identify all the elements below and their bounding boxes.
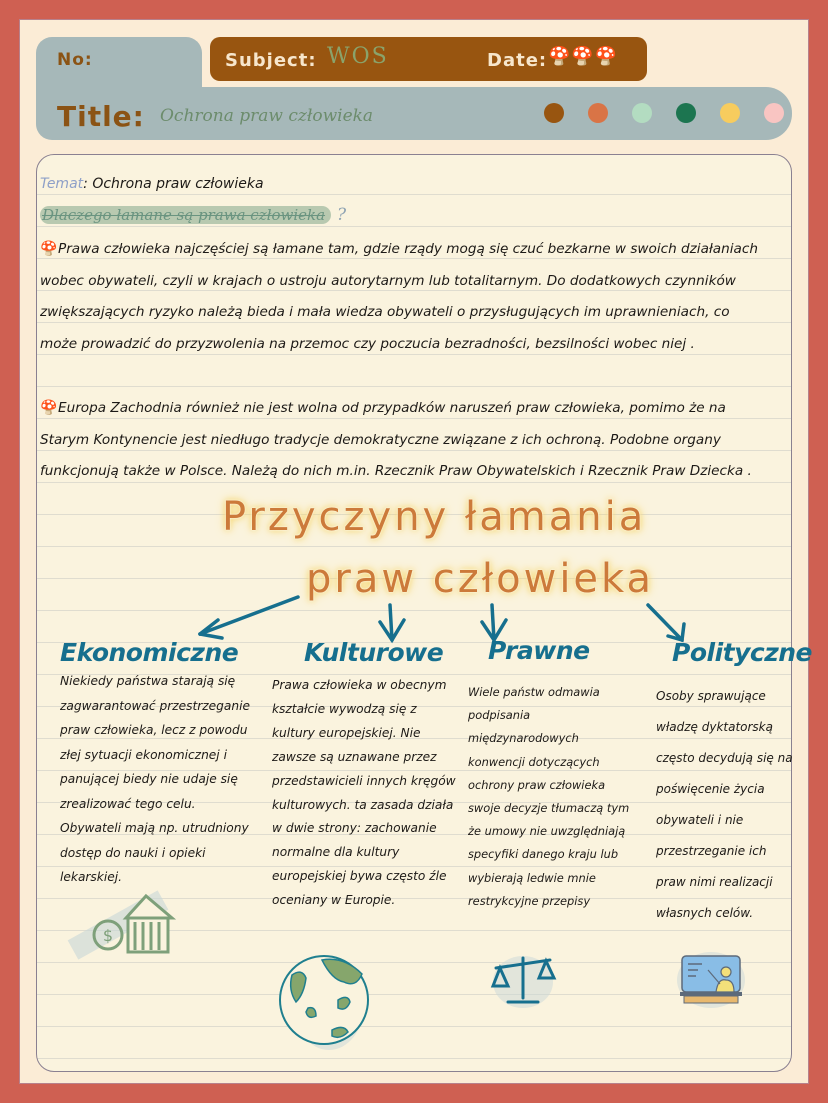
color-dot — [764, 103, 784, 123]
color-dot — [720, 103, 740, 123]
color-dot — [632, 103, 652, 123]
globe-icon — [274, 950, 374, 1050]
mushroom-icon: 🍄 — [40, 400, 58, 416]
mindmap-title-line2: praw człowieka — [306, 556, 655, 602]
economic-text: Niekiedy państwa starają się zagwarantować przestrzeganie praw człowieka, lecz z powodu złej sytuacji ekonomicznej i panującej biedy nie udaje się zrealizować tego celu. Obywateli mają np. utrudniony dostęp do nauki i opieki lekarskiej. — [60, 674, 250, 884]
color-dot — [544, 103, 564, 123]
bank-icon — [68, 890, 178, 965]
topic-line — [40, 176, 264, 192]
subject-label: Subject: — [225, 50, 317, 71]
date-label: Date: — [487, 50, 548, 71]
mushroom-icon: 🍄 — [40, 241, 58, 257]
question-mark: ? — [337, 205, 347, 225]
legal-text: Wiele państw odmawia podpisania międzynarodowych konwencji dotyczących ochrony praw człowieka swoje decyzje tłumaczą tym że umowy nie uwzględniają specyfiki danego kraju lub wybierają ledwie mnie restrykcyjne przepisy — [468, 685, 630, 908]
number-label: No: — [57, 50, 93, 70]
question-heading — [40, 205, 346, 225]
category-political: Polityczne — [672, 638, 813, 667]
political-text: Osoby sprawujące władzę dyktatorską często decydują się na poświęcenie życia obywateli i nie przestrzeganie ich praw nimi realizacji własnych celów. — [656, 689, 793, 920]
subject-value: WOS — [327, 44, 389, 69]
color-palette — [544, 103, 784, 123]
title-value: Ochrona praw człowieka — [160, 106, 374, 126]
topic-value: : Ochrona praw człowieka — [83, 176, 264, 192]
category-economic: Ekonomiczne — [60, 638, 239, 667]
color-dot — [588, 103, 608, 123]
scales-icon — [488, 952, 558, 1012]
topic-label: Temat — [40, 176, 84, 192]
category-legal: Prawne — [488, 636, 590, 665]
cultural-text: Prawa człowieka w obecnym kształcie wywodzą się z kultury europejskiej. Nie zawsze są uznawane przez przedstawicieli innych kręgów kulturowych. ta zasada działa w dwie strony: zachowanie normalne dla kultury europejskiej bywa często źle oceniany w Europie. — [272, 678, 456, 908]
mushroom-icon: 🍄🍄🍄 — [548, 46, 619, 67]
color-dot — [676, 103, 696, 123]
question-text: Dlaczego łamane są prawa człowieka — [40, 206, 331, 224]
teacher-board-icon — [676, 950, 746, 1010]
title-label: Title: — [57, 100, 145, 133]
paragraph-1: 🍄Prawa człowieka najczęściej są łamane tam, gdzie rządy mogą się czuć bezkarne w swoich działaniach wobec obywateli, czyli w krajach o ustroju autorytarnym lub totalitarnym. Do dodatkowych czynników zwiększających ryzyko należą bieda i mała wiedza obywateli o przysługujących im uprawnieniach, co może prowadzić do przyzwolenia na przemoc czy poczucia bezradności, bezsilności wobec niej . — [40, 234, 760, 361]
category-cultural: Kulturowe — [304, 638, 444, 667]
mindmap-title-line1: Przyczyny łamania — [222, 494, 647, 540]
svg-text:$: $ — [102, 926, 114, 945]
paragraph-2: 🍄Europa Zachodnia również nie jest wolna od przypadków naruszeń praw człowieka, pomimo że na Starym Kontynencie jest niedługo tradycje demokratyczne związane z ich ochroną. Podobne organy funkcjonują także w Polsce. Należą do nich m.in. Rzecznik Praw Obywatelskich i Rzecznik Praw Dziecka . — [40, 393, 760, 488]
